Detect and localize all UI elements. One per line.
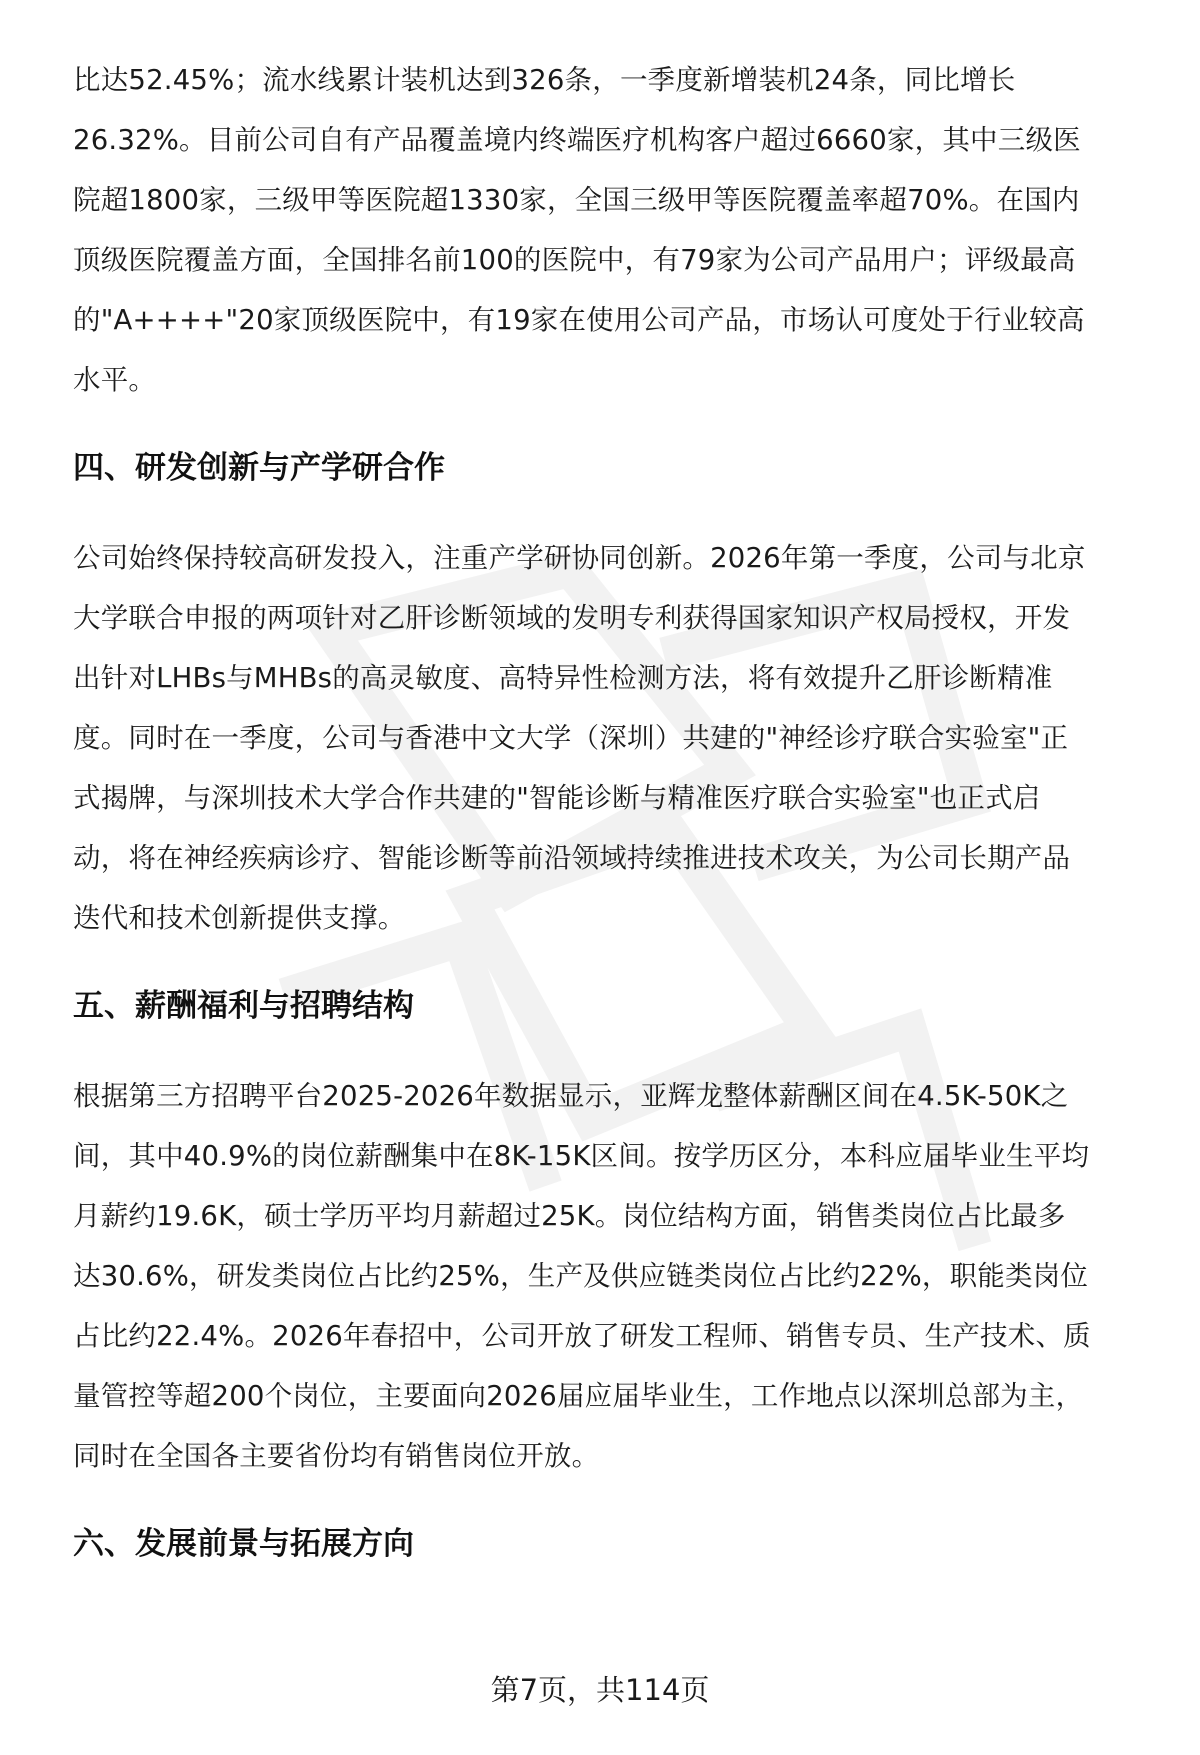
paragraph-compensation: 根据第三方招聘平台2025-2026年数据显示，亚辉龙整体薪酬区间在4.5K-50K之 间，其中40.9%的岗位薪酬集中在8K-15K区间。按学历区分，本科应届毕业生平均 月薪约19.6K，硕士学历平均月薪超过25K。岗位结构方面，销售类岗位占比最多 达30.6%，研发类岗位占比约25%，生产及供应链类岗位占比约22%，职能类岗位 占比约22.4%。2026年春招中，公司开放了研发工程师、销售专员、生产技术、质 量管控等超200个岗位，主要面向2026届应届毕业生，工作地点以深圳总部为主， 同时在全国各主要省份均有销售岗位开放。 [73, 1080, 1091, 1472]
page-number: 第7页，共114页 [490, 1673, 710, 1707]
section-heading-rd: 四、研发创新与产学研合作 [73, 450, 445, 486]
paragraph-market-coverage: 比达52.45%；流水线累计装机达到326条，一季度新增装机24条，同比增长 26.32%。目前公司自有产品覆盖境内终端医疗机构客户超过6660家，其中三级医 院超1800家，三级甲等医院超1330家，全国三级甲等医院覆盖率超70%。在国内 顶级医院覆盖方面，全国排名前100的医院中，有79家为公司产品用户；评级最高 的"A++++"20家顶级医院中，有19家在使用公司产品，市场认可度处于行业较高 水平。 [73, 64, 1085, 396]
section-heading-compensation: 五、薪酬福利与招聘结构 [73, 988, 414, 1024]
document-body [73, 50, 1153, 1574]
paragraph-rd-innovation: 公司始终保持较高研发投入，注重产学研协同创新。2026年第一季度，公司与北京 大学联合申报的两项针对乙肝诊断领域的发明专利获得国家知识产权局授权，开发 出针对LHBs与MHBs的高灵敏度、高特异性检测方法，将有效提升乙肝诊断精准 度。同时在一季度，公司与香港中文大学（深圳）共建的"神经诊疗联合实验室"正 式揭牌，与深圳技术大学合作共建的"智能诊断与精准医疗联合实验室"也正式启 动，将在神经疾病诊疗、智能诊断等前沿领域持续推进技术攻关，为公司长期产品 迭代和技术创新提供支撑。 [73, 542, 1086, 934]
section-heading-outlook: 六、发展前景与拓展方向 [73, 1526, 414, 1562]
